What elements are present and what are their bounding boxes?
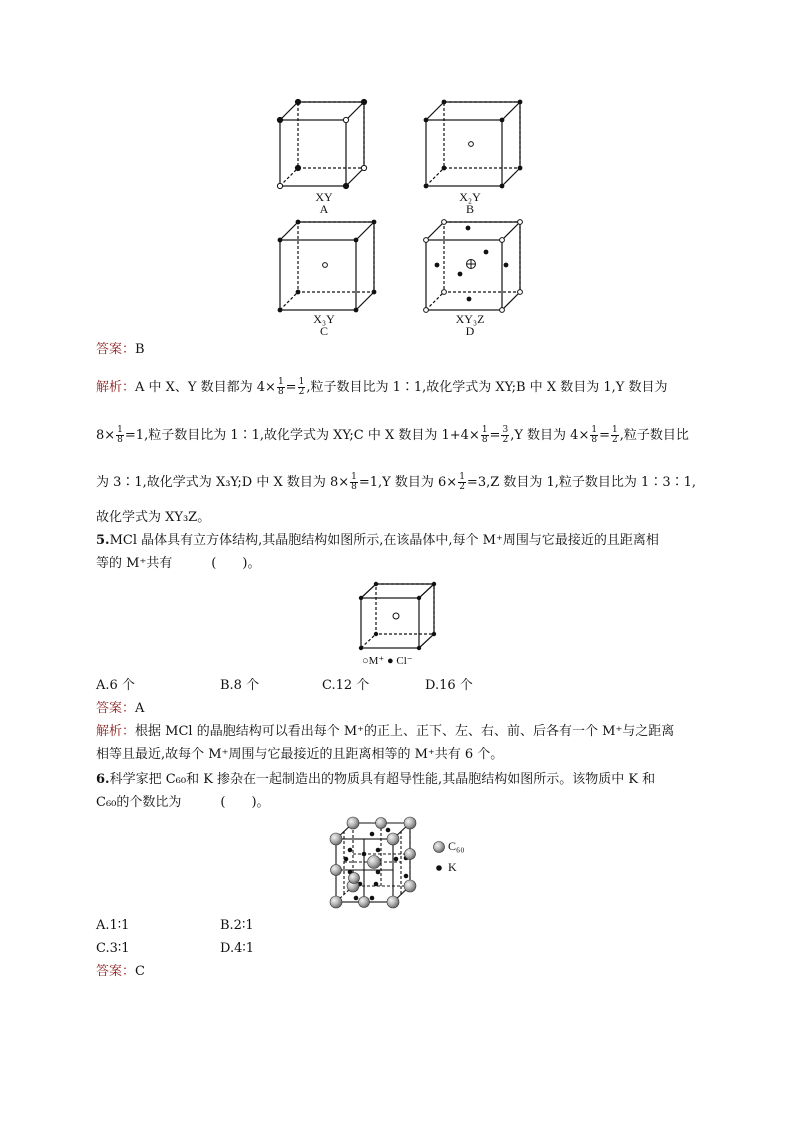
q6-option-a: A.1∶1 <box>96 918 130 933</box>
q4-analysis-line1: 解析：A 中 X、Y 数目都为 4× $\frac{1}{8}$ = $\frac{1}{2}$ ,粒子数目比为 1∶1,故化学式为 XY;B 中 X 数目为 1,Y 数目为 <box>96 377 668 397</box>
fraction: $\frac{1}{8}$ <box>591 425 598 445</box>
q6-answer <box>96 962 145 982</box>
mcl-cell-figure <box>356 582 456 662</box>
q5-analysis-line1: 解析：根据 MCl 的晶胞结构可以看出每个 M⁺的正上、正下、左、右、前、后各有一个 M⁺与之距离 <box>96 724 675 739</box>
k-legend-icon <box>434 863 444 873</box>
figure-d-letter: D <box>465 324 475 338</box>
analysis-label: 解析： <box>96 724 136 739</box>
c60-legend-icon <box>432 840 446 854</box>
q4-analysis-line4: 故化学式为 XY₃Z。 <box>96 510 211 525</box>
answer-value: A <box>135 701 145 716</box>
c60-legend-label: C₆₀ <box>448 839 465 853</box>
answer-label: 答案： <box>96 342 136 357</box>
fraction: $\frac{3}{2}$ <box>502 425 509 445</box>
fraction: $\frac{1}{2}$ <box>459 472 465 492</box>
figure-c-formula: X₃Y <box>313 312 335 326</box>
figure-a-letter: A <box>319 202 329 216</box>
figure-c-letter: C <box>319 324 328 338</box>
figure-a-formula: XY <box>315 190 333 204</box>
q4-answer <box>96 340 145 360</box>
fraction: $\frac{1}{2}$ <box>298 377 305 397</box>
q5-option-c: C.12 个 <box>322 678 370 693</box>
figure-b-formula: X₂Y <box>459 190 481 204</box>
q5-answer <box>96 699 144 719</box>
fraction: $\frac{1}{8}$ <box>481 425 488 445</box>
cube-figure-c <box>270 215 370 315</box>
q5-option-a: A.6 个 <box>96 678 135 693</box>
analysis-label: 解析： <box>96 380 136 395</box>
q5-stem-line1: 5.MCl 晶体具有立方体结构,其晶胞结构如图所示,在该晶体中,每个 M⁺周围与它最接近的且距离相 <box>96 533 659 548</box>
q6-option-b: B.2∶1 <box>220 918 254 933</box>
q6-stem-line2: C₆₀的个数比为 ( )。 <box>96 795 270 810</box>
q4-analysis-line3: 为 3∶1,故化学式为 X₃Y;D 中 X 数目为 8× $\frac{1}{8}$ =1,Y 数目为 6× $\frac{1}{2}$ =3,Z 数目为 1,粒子数目比为 1∶3∶1, <box>96 472 696 492</box>
mcl-legend: ○M⁺ ● Cl⁻ <box>362 655 413 667</box>
cube-figure-d <box>416 215 516 315</box>
answer-label: 答案： <box>96 964 136 979</box>
question-number: 6. <box>96 772 110 787</box>
q6-stem-line1: 6.科学家把 C₆₀和 K 掺杂在一起制造出的物质具有超导性能,其晶胞结构如图所示。该物质中 K 和 <box>96 772 656 787</box>
q5-option-b: B.8 个 <box>220 678 260 693</box>
answer-value: C <box>135 964 145 979</box>
figure-d-formula: XY₃Z <box>455 312 485 326</box>
k-legend-label: K <box>448 860 457 874</box>
fraction: $\frac{1}{2}$ <box>611 425 618 445</box>
fraction: $\frac{1}{8}$ <box>351 472 357 492</box>
answer-value: B <box>135 342 145 357</box>
fraction: $\frac{1}{8}$ <box>277 377 284 397</box>
figure-b-letter: B <box>465 202 474 216</box>
q6-option-c: C.3∶1 <box>96 941 130 956</box>
question-number: 5. <box>96 533 110 548</box>
cube-figure-a <box>270 95 370 195</box>
q6-option-d: D.4∶1 <box>220 941 255 956</box>
q4-analysis-line2: 8× $\frac{1}{8}$ =1,粒子数目比为 1∶1,故化学式为 XY;C 中 X 数目为 1+4× $\frac{1}{8}$ = $\frac{3}{2}$ ,Y 数目为 4× $\frac{1}{8}$ = $\frac{1}{2}$ ,粒子数目比 <box>96 425 689 445</box>
q5-stem-line2: 等的 M⁺共有 ( )。 <box>96 556 261 571</box>
q5-analysis-line2: 相等且最近,故每个 M⁺周围与它最接近的且距离相等的 M⁺共有 6 个。 <box>96 747 504 762</box>
cube-figure-b <box>416 95 516 195</box>
answer-label: 答案： <box>96 701 136 716</box>
fraction: $\frac{1}{8}$ <box>117 425 123 445</box>
q5-option-d: D.16 个 <box>425 678 473 693</box>
